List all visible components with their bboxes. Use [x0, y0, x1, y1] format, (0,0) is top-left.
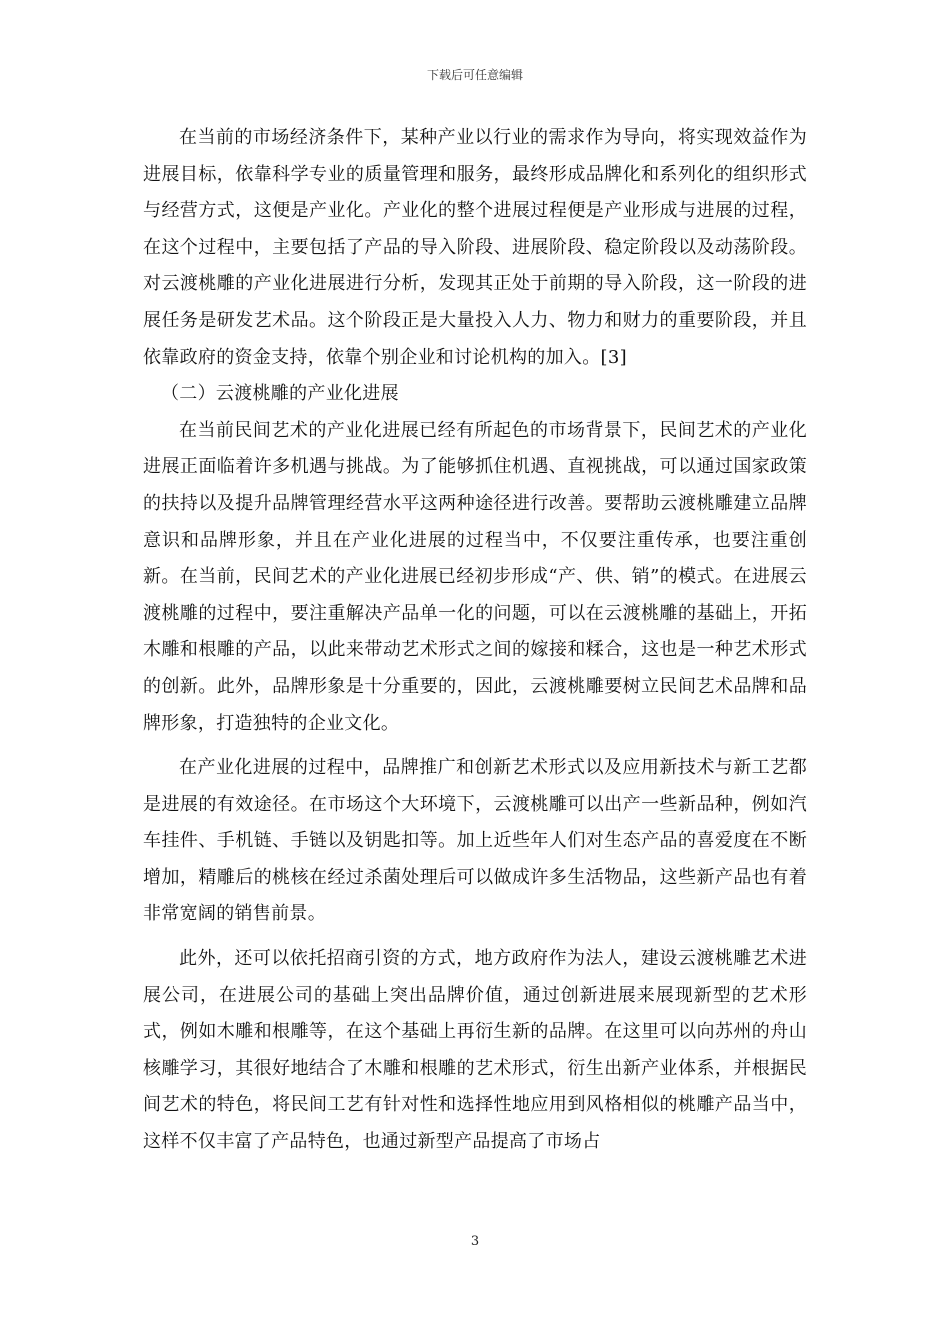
- document-body: [143, 120, 807, 1161]
- section-heading: （二）云渡桃雕的产业化进展: [161, 383, 399, 405]
- paragraph-investment: 此外，还可以依托招商引资的方式，地方政府作为法人，建设云渡桃雕艺术进展公司，在进展公司的基础上突出品牌价值，通过创新进展来展现新型的艺术形式，例如木雕和根雕等，在这个基础上再衍生新的品牌。在这里可以向苏州的舟山核雕学习，其很好地结合了木雕和根雕的艺术形式，衍生出新产业体系，并根据民间艺术的特色，将民间工艺有针对性和选择性地应用到风格相似的桃雕产品当中，这样不仅丰富了产品特色，也通过新型产品提高了市场占: [143, 948, 807, 1153]
- page-header: 下载后可任意编辑: [426, 68, 523, 82]
- paragraph-industrialization-definition: 在当前的市场经济条件下，某种产业以行业的需求作为导向，将实现效益作为进展目标，依靠科学专业的质量管理和服务，最终形成品牌化和系列化的组织形式与经营方式，这便是产业化。产业化的整个进展过程便是产业形成与进展的过程，在这个过程中，主要包括了产品的导入阶段、进展阶段、稳定阶段以及动荡阶段。对云渡桃雕的产业化进展进行分析，发现其正处于前期的导入阶段，这一阶段的进展任务是研发艺术品。这个阶段正是大量投入人力、物力和财力的重要阶段，并且依靠政府的资金支持，依靠个别企业和讨论机构的加入。[3]: [143, 127, 807, 368]
- paragraph-opportunities: 在当前民间艺术的产业化进展已经有所起色的市场背景下，民间艺术的产业化进展正面临着许多机遇与挑战。为了能够抓住机遇、直视挑战，可以通过国家政策的扶持以及提升品牌管理经营水平这两种途径进行改善。要帮助云渡桃雕建立品牌意识和品牌形象，并且在产业化进展的过程当中，不仅要注重传承，也要注重创新。在当前，民间艺术的产业化进展已经初步形成“产、供、销”的模式。在进展云渡桃雕的过程中，要注重解决产品单一化的问题，可以在云渡桃雕的基础上，开拓木雕和根雕的产品，以此来带动艺术形式之间的嫁接和糅合，这也是一种艺术形式的创新。此外，品牌形象是十分重要的，因此，云渡桃雕要树立民间艺术品牌和品牌形象，打造独特的企业文化。: [143, 419, 807, 734]
- paragraph-new-products: 在产业化进展的过程中，品牌推广和创新艺术形式以及应用新技术与新工艺都是进展的有效途径。在市场这个大环境下，云渡桃雕可以出产一些新品种，例如汽车挂件、手机链、手链以及钥匙扣等。加上近些年人们对生态产品的喜爱度在不断增加，精雕后的桃核在经过杀菌处理后可以做成许多生活物品，这些新产品也有着非常宽阔的销售前景。: [143, 757, 807, 925]
- page-number: 3: [470, 1234, 480, 1249]
